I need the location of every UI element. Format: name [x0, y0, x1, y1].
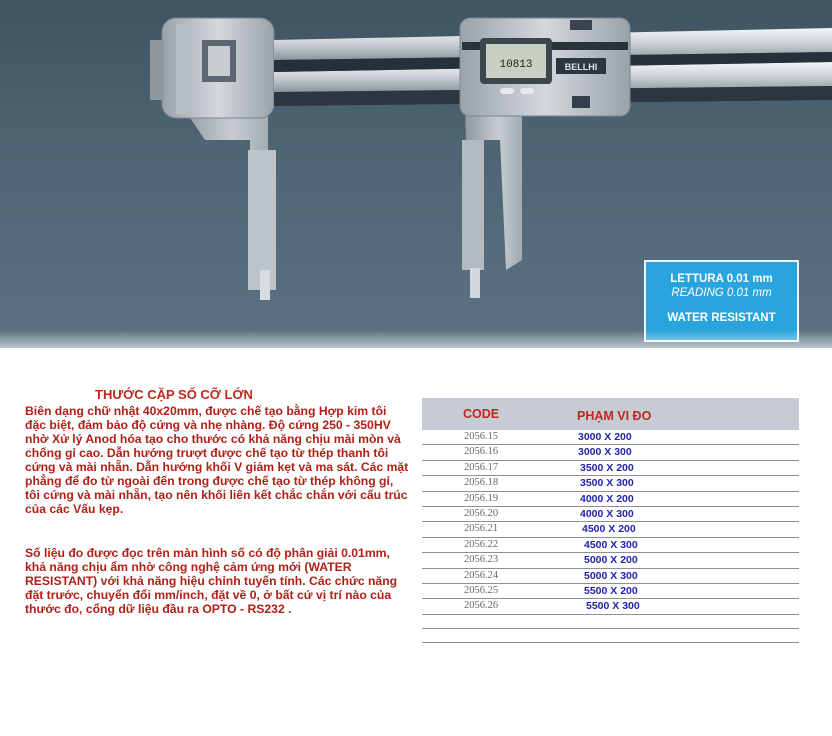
range-cell: 3500 X 300 [580, 477, 634, 490]
range-cell: 3000 X 300 [578, 446, 632, 459]
code-cell: 2056.23 [464, 554, 499, 566]
table-row [422, 445, 799, 460]
product-title: THƯỚC CẶP SỐ CỠ LỚN [95, 387, 253, 402]
code-cell: 2056.17 [464, 461, 499, 473]
range-cell: 5500 X 300 [586, 600, 640, 613]
table-row [422, 553, 799, 568]
table-row [422, 569, 799, 584]
code-cell: 2056.18 [464, 477, 499, 489]
code-cell: 2056.21 [464, 523, 499, 535]
code-cell: 2056.20 [464, 507, 499, 519]
table-empty-row [422, 615, 799, 629]
display-reading: 10813 [499, 59, 533, 71]
badge-line-reading: READING 0.01 mm [671, 287, 772, 299]
range-cell: 4500 X 200 [582, 523, 636, 536]
range-cell: 4000 X 300 [580, 507, 634, 520]
code-cell: 2056.15 [464, 431, 499, 442]
column-header-range: PHẠM VI ĐO [577, 409, 652, 423]
table-row [422, 476, 799, 491]
badge-line-lettura: LETTURA 0.01 mm [670, 273, 773, 285]
table-empty-row [422, 629, 799, 643]
code-cell: 2056.19 [464, 492, 499, 504]
range-cell: 3500 X 200 [580, 461, 634, 474]
table-row [422, 492, 799, 507]
table-header [422, 398, 799, 430]
code-cell: 2056.22 [464, 538, 499, 550]
table-row [422, 584, 799, 599]
range-cell: 5000 X 200 [584, 554, 638, 567]
spec-table [422, 398, 799, 643]
product-photo [0, 0, 832, 348]
range-cell: 3000 X 200 [578, 431, 632, 443]
table-row [422, 430, 799, 445]
code-cell: 2056.26 [464, 600, 499, 612]
range-cell: 4500 X 300 [584, 538, 638, 551]
brand-label: BELLHI [564, 62, 598, 72]
range-cell: 5500 X 200 [584, 584, 638, 597]
table-row [422, 507, 799, 522]
code-cell: 2056.24 [464, 569, 499, 581]
table-row [422, 538, 799, 553]
description-paragraph-1: Biên dạng chữ nhật 40x20mm, được chế tạo bằng Hợp kim tôi đặc biệt, đảm bảo độ cứng và nhẹ nhàng. Độ cứng 250 - 350HV nhờ Xử lý Anod hóa tạo cho thước có khả năng chịu mài mòn và chống gỉ cao. Dẫn hướng trượt được chế tạo từ thép thanh tôi cứng và mài nhẵn. Dẫn hướng khối V giảm kẹt và ma sát. Các mặt phẳng để đo từ ngoài đến trong được chế tạo từ thép không gỉ, tôi cứng và mài nhẵn, tạo nên khối liên kết chắc chắn với cấu trúc của các Vấu kẹp. [25, 404, 409, 516]
description-paragraph-2: Số liệu đo được đọc trên màn hình số có độ phân giải 0.01mm, khả năng chịu ẩm nhờ công nghệ cảm ứng mới (WATER RESISTANT) với khả năng hiệu chỉnh tuyến tính. Các chức năng đặt trước, chuyển đổi mm/inch, đặt về 0, ở bất cứ vị trí nào của thước đo, cổng dữ liệu đầu ra OPTO - RS232 . [25, 546, 398, 616]
code-cell: 2056.25 [464, 584, 499, 596]
table-body [422, 430, 799, 615]
hero-fade [0, 330, 832, 360]
table-row [422, 599, 799, 614]
range-cell: 4000 X 200 [580, 492, 634, 505]
product-description [25, 404, 410, 616]
column-header-code: CODE [463, 407, 500, 421]
table-row [422, 461, 799, 476]
code-cell: 2056.16 [464, 446, 499, 458]
badge-line-water-resistant: WATER RESISTANT [667, 312, 776, 324]
table-row [422, 522, 799, 537]
range-cell: 5000 X 300 [584, 569, 638, 582]
